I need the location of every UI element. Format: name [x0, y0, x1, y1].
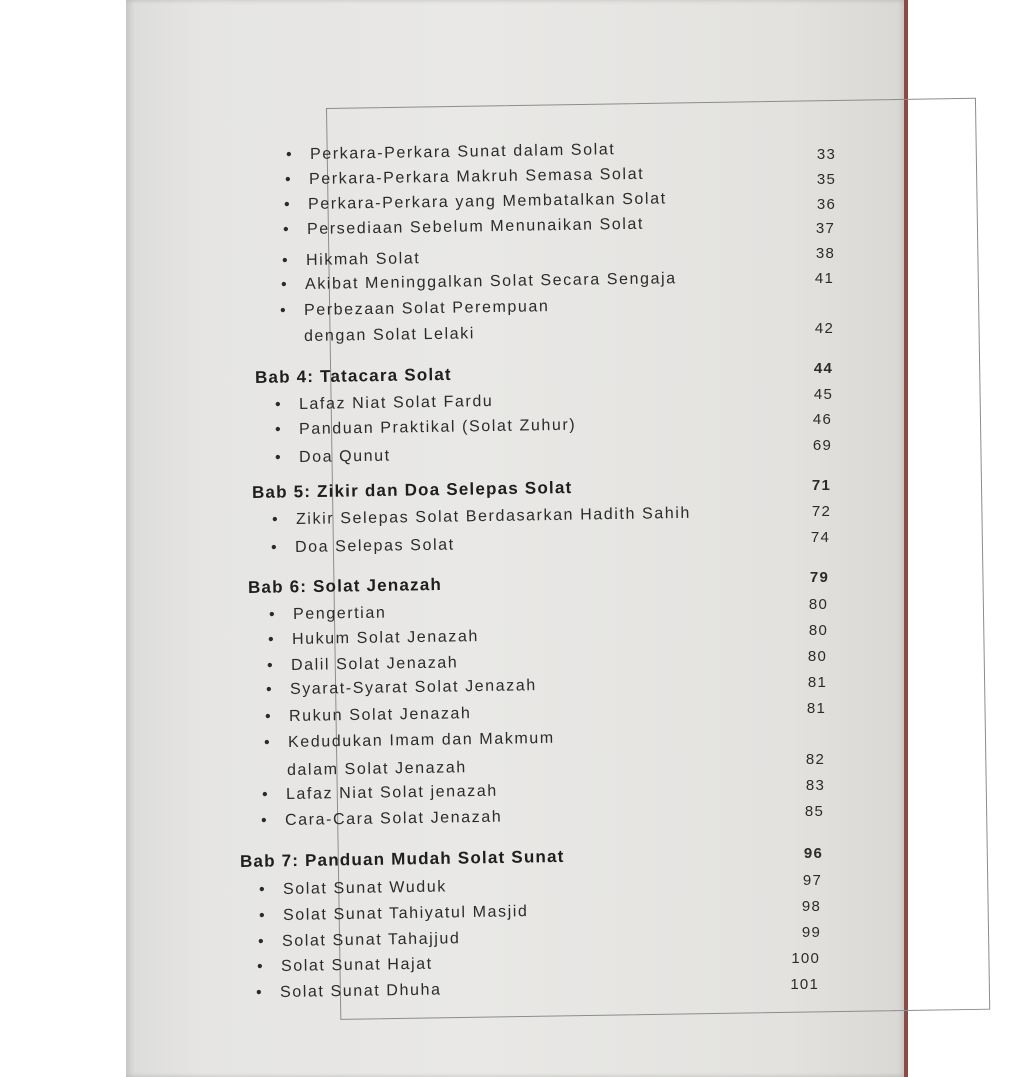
toc-entry	[271, 504, 692, 529]
page-number: 85	[804, 803, 824, 820]
entry-title-continued: dalam Solat Jenazah	[286, 759, 467, 779]
toc-entry	[265, 677, 537, 699]
bullet: •	[270, 539, 279, 557]
bullet: •	[284, 171, 293, 189]
entry-title: Perkara-Perkara Sunat dalam Solat	[309, 141, 616, 163]
page-number: 80	[808, 596, 828, 613]
entry-title: Solat Sunat Tahajjud	[281, 930, 461, 950]
bullet: •	[279, 302, 288, 320]
bullet: •	[274, 396, 283, 414]
entry-title: Lafaz Niat Solat Fardu	[298, 392, 494, 413]
bullet: •	[282, 221, 291, 239]
bullet: •	[283, 196, 292, 214]
bullet: •	[266, 657, 275, 675]
bullet: •	[267, 631, 276, 649]
page-number: 44	[813, 360, 833, 377]
toc-entry	[268, 604, 387, 624]
bullet: •	[274, 421, 283, 439]
entry-title: Solat Sunat Dhuha	[279, 981, 442, 1001]
page-number: 45	[813, 386, 833, 403]
bullet: •	[256, 958, 265, 976]
entry-title: Doa Qunut	[298, 447, 391, 466]
bullet: •	[261, 786, 270, 804]
entry-title: Hikmah Solat	[305, 250, 421, 269]
entry-title: Hukum Solat Jenazah	[291, 628, 480, 648]
entry-title: Dalil Solat Jenazah	[290, 654, 459, 674]
toc-entry	[270, 536, 455, 557]
page-number: 101	[790, 976, 819, 993]
toc-entry	[281, 250, 421, 270]
page-number: 42	[814, 320, 834, 337]
toc-entry	[279, 298, 550, 320]
toc-entry	[280, 270, 677, 294]
entry-title: Zikir Selepas Solat Berdasarkan Hadith Sahih	[295, 504, 692, 528]
bullet: •	[258, 907, 267, 925]
toc-entry	[256, 955, 433, 976]
bullet: •	[285, 146, 294, 164]
toc-entry	[266, 654, 459, 675]
toc-entry	[274, 392, 494, 414]
page-number: 80	[808, 622, 828, 639]
page-number: 69	[812, 437, 832, 454]
toc-entry	[257, 930, 461, 951]
entry-title: Cara-Cara Solat Jenazah	[284, 808, 503, 829]
page-number: 97	[802, 872, 822, 889]
bullet: •	[268, 606, 277, 624]
page-number: 98	[801, 898, 821, 915]
page-number: 46	[812, 411, 832, 428]
entry-title: Rukun Solat Jenazah	[288, 705, 472, 725]
entry-title: Kedudukan Imam dan Makmum	[287, 729, 555, 751]
page-number: 74	[810, 529, 830, 546]
bullet: •	[271, 511, 280, 529]
bullet: •	[280, 276, 289, 294]
entry-title: Solat Sunat Tahiyatul Masjid	[282, 903, 529, 924]
entry-title: Perbezaan Solat Perempuan	[303, 298, 550, 319]
toc-entry	[283, 190, 667, 214]
entry-title: Lafaz Niat Solat jenazah	[285, 782, 498, 803]
toc-entry	[260, 808, 503, 830]
toc-entry	[274, 416, 577, 439]
entry-title: Perkara-Perkara yang Membatalkan Solat	[307, 190, 667, 213]
page-number: 79	[809, 569, 829, 586]
bullet: •	[265, 681, 274, 699]
chapter-heading: Bab 4: Tatacara Solat	[254, 364, 452, 387]
bullet: •	[257, 933, 266, 951]
page-number: 81	[806, 700, 826, 717]
page-number: 36	[816, 196, 836, 213]
toc-entry	[264, 705, 472, 726]
entry-title: Syarat-Syarat Solat Jenazah	[289, 677, 537, 698]
toc-entry	[263, 729, 555, 752]
page-number: 72	[811, 503, 831, 520]
entry-title-continued: dengan Solat Lelaki	[303, 325, 476, 345]
page-number: 41	[814, 270, 834, 287]
toc-entry-continued	[287, 759, 467, 780]
entry-title: Pengertian	[292, 604, 387, 623]
page-number: 37	[815, 220, 835, 237]
entry-title: Persediaan Sebelum Menunaikan Solat	[306, 215, 645, 238]
chapter-heading: Bab 7: Panduan Mudah Solat Sunat	[239, 846, 565, 871]
bullet: •	[274, 449, 283, 467]
page-number: 82	[805, 751, 825, 768]
toc-entry	[261, 782, 498, 804]
page-number: 35	[816, 171, 836, 188]
page-number: 99	[801, 924, 821, 941]
toc-entry-continued	[304, 325, 475, 346]
entry-title: Panduan Praktikal (Solat Zuhur)	[298, 416, 577, 438]
toc-entry	[258, 878, 447, 899]
entry-title: Akibat Meninggalkan Solat Secara Sengaja	[304, 270, 677, 293]
bullet: •	[263, 734, 272, 752]
toc-entry	[274, 447, 391, 467]
page-number: 80	[807, 648, 827, 665]
bullet: •	[260, 812, 269, 830]
bullet: •	[281, 252, 290, 270]
toc-entry	[284, 165, 645, 189]
chapter-heading: Bab 6: Solat Jenazah	[247, 574, 443, 597]
toc-entry	[255, 981, 442, 1002]
entry-title: Solat Sunat Hajat	[280, 955, 433, 975]
page-number: 38	[815, 245, 835, 262]
bullet: •	[258, 881, 267, 899]
entry-title: Perkara-Perkara Makruh Semasa Solat	[308, 165, 645, 188]
toc-entry	[285, 141, 616, 164]
toc-entry	[282, 215, 645, 239]
page-number: 71	[811, 477, 831, 494]
page-number: 81	[807, 674, 827, 691]
page-number: 100	[791, 950, 820, 967]
page-number: 33	[816, 146, 836, 163]
toc-entry	[258, 903, 529, 925]
toc-entry	[267, 628, 480, 649]
page-number: 96	[803, 845, 823, 862]
page-number: 83	[805, 777, 825, 794]
bullet: •	[255, 984, 264, 1002]
bullet: •	[264, 708, 273, 726]
entry-title: Solat Sunat Wuduk	[282, 878, 447, 898]
entry-title: Doa Selepas Solat	[294, 536, 455, 556]
chapter-heading: Bab 5: Zikir dan Doa Selepas Solat	[251, 477, 573, 502]
